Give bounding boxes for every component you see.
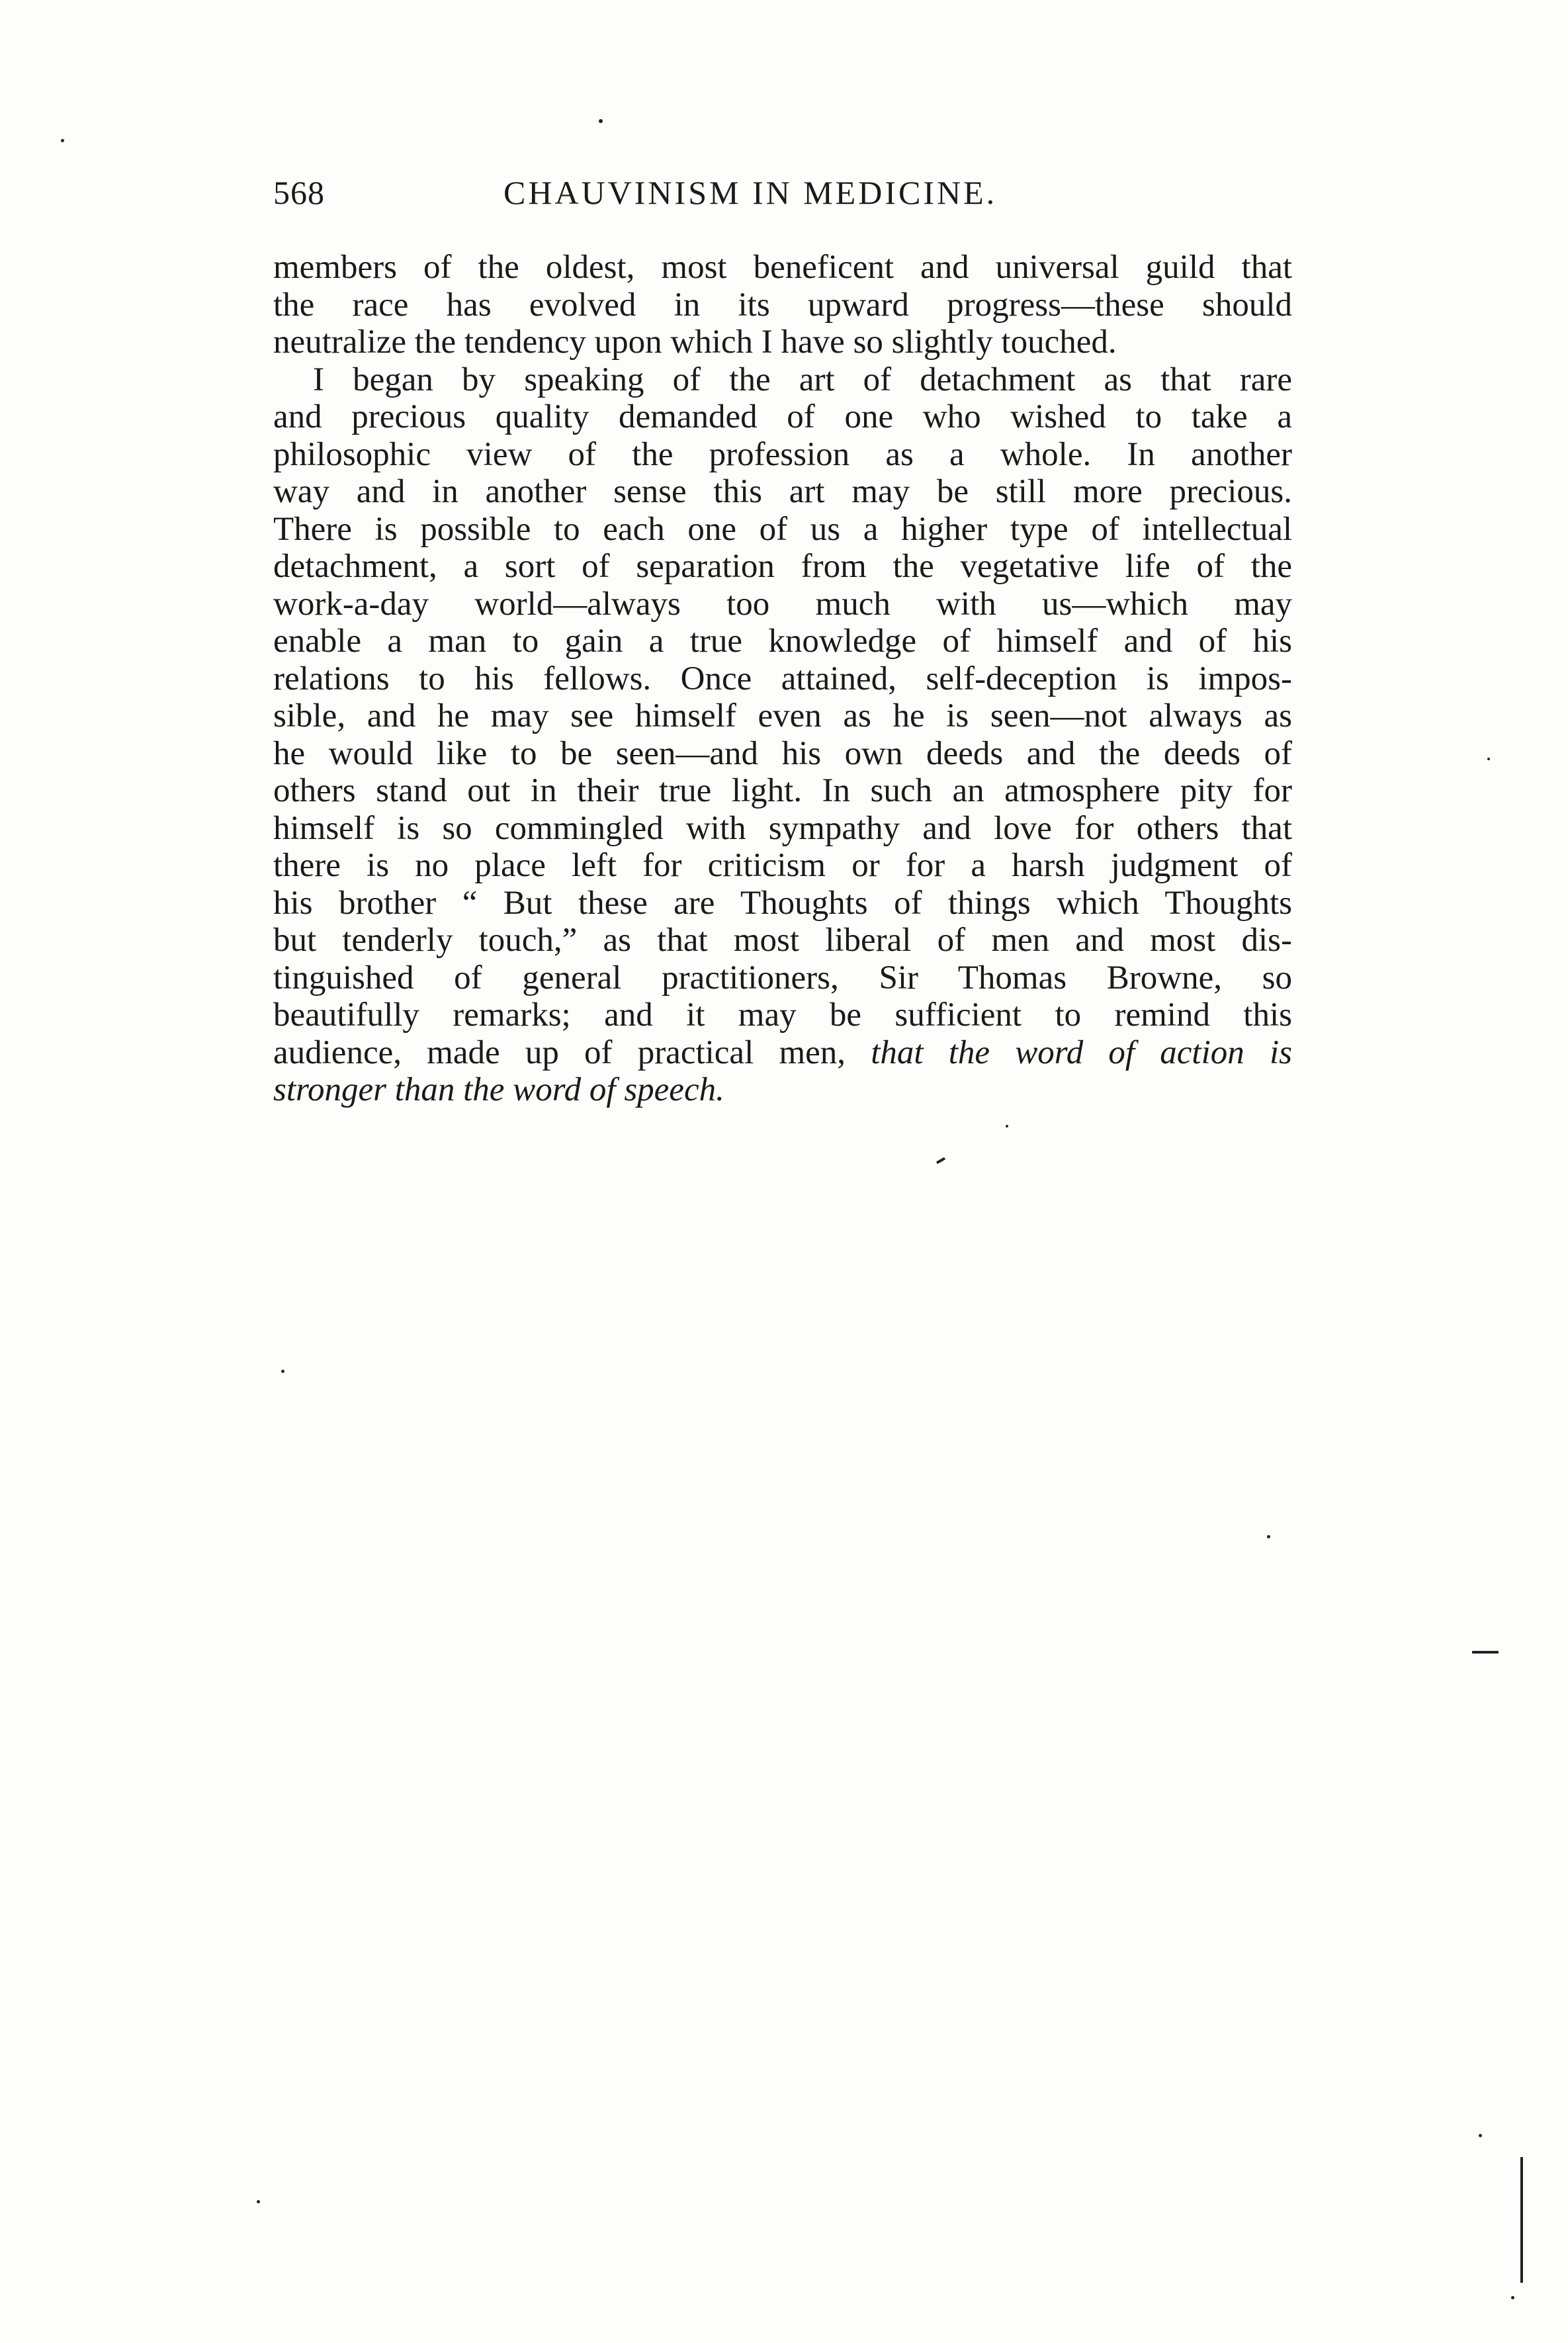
text-line: himself is so commingled with sympathy and love for others that bbox=[273, 809, 1292, 847]
text-line: tinguished of general practitioners, Sir Thomas Browne, so bbox=[273, 959, 1292, 996]
text-line: sible, and he may see himself even as he is seen—not always as bbox=[273, 697, 1292, 734]
scan-speck bbox=[1479, 2134, 1482, 2137]
scan-speck bbox=[257, 2200, 260, 2203]
text-line: beautifully remarks; and it may be sufficient to remind this bbox=[273, 996, 1292, 1034]
text-line-with-italic bbox=[273, 1034, 1292, 1072]
paragraph-first-line: I began by speaking of the art of detachment as that rare bbox=[313, 361, 1292, 398]
scan-speck bbox=[61, 139, 64, 142]
text-line: but tenderly touch,” as that most liberal of men and most dis- bbox=[273, 922, 1292, 959]
text-line: enable a man to gain a true knowledge of himself and of his bbox=[273, 623, 1292, 660]
scan-speck bbox=[1006, 1125, 1008, 1127]
running-title: CHAUVINISM IN MEDICINE. bbox=[503, 174, 998, 211]
scan-mark bbox=[1472, 1651, 1499, 1654]
running-head bbox=[273, 173, 1292, 216]
text-line: philosophic view of the profession as a whole. In another bbox=[273, 435, 1292, 473]
scan-mark bbox=[1520, 2157, 1523, 2283]
scan-speck bbox=[281, 1370, 284, 1373]
text-line: There is possible to each one of us a higher type of intellectual bbox=[273, 510, 1292, 548]
text-line: members of the oldest, most beneficent and universal guild that bbox=[273, 249, 1292, 286]
text-line: his brother “ But these are Thoughts of things which Thoughts bbox=[273, 884, 1292, 922]
text-line: work-a-day world—always too much with us—which may bbox=[273, 585, 1292, 623]
text-line: detachment, a sort of separation from the vegetative life of the bbox=[273, 548, 1292, 585]
scan-speck bbox=[599, 119, 603, 123]
italic-segment: that the word of action is bbox=[871, 1034, 1292, 1071]
scan-speck bbox=[1511, 2296, 1514, 2299]
text-line: he would like to be seen—and his own deeds and the deeds of bbox=[273, 734, 1292, 772]
closing-italic-line: stronger than the word of speech. bbox=[273, 1071, 724, 1108]
text-line: neutralize the tendency upon which I have so slightly touched. bbox=[273, 324, 1117, 361]
scan-speck bbox=[1487, 758, 1490, 760]
text-line: way and in another sense this art may be still more precious. bbox=[273, 473, 1292, 510]
text-line: others stand out in their true light. In such an atmosphere pity for bbox=[273, 772, 1292, 809]
text-line: there is no place left for criticism or for a harsh judgment of bbox=[273, 847, 1292, 884]
scan-speck bbox=[1267, 1535, 1270, 1538]
scan-mark bbox=[936, 1157, 945, 1164]
page-number: 568 bbox=[273, 174, 325, 211]
text-line: and precious quality demanded of one who wished to take a bbox=[273, 398, 1292, 435]
text-segment: audience, made up of practical men, bbox=[273, 1034, 846, 1071]
text-line: relations to his fellows. Once attained, self-deception is impos- bbox=[273, 660, 1292, 697]
body-text bbox=[273, 249, 1292, 1109]
text-line: the race has evolved in its upward progress—these should bbox=[273, 286, 1292, 324]
